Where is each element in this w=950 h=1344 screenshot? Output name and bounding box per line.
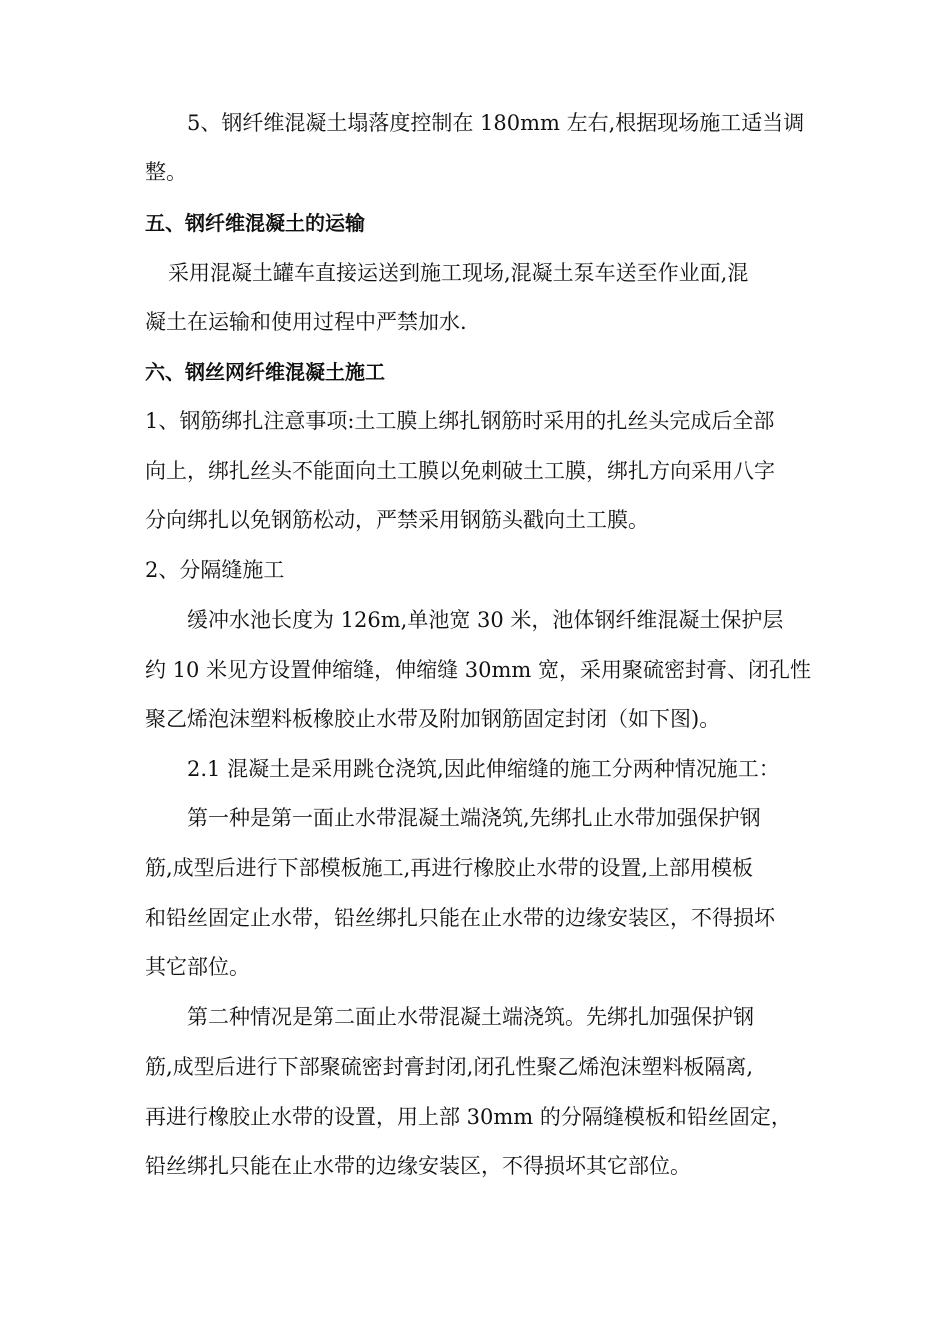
case2-line1: 第二种情况是第二面止水带混凝土端浇筑。先绑扎加强保护钢 bbox=[187, 1005, 754, 1029]
case1-line2: 筋,成型后进行下部模板施工,再进行橡胶止水带的设置,上部用模板 bbox=[145, 856, 754, 880]
case2-line3: 再进行橡胶止水带的设置，用上部 30mm 的分隔缝模板和铅丝固定， bbox=[145, 1105, 792, 1129]
subsection-2-1: 2.1 混凝土是采用跳仓浇筑,因此伸缩缝的施工分两种情况施工： bbox=[187, 757, 780, 781]
point1-line2: 向上，绑扎丝头不能面向土工膜以免刺破土工膜，绑扎方向采用八字 bbox=[145, 459, 775, 483]
point1-line3: 分向绑扎以免钢筋松动，严禁采用钢筋头戳向土工膜。 bbox=[145, 508, 649, 532]
case1-line4: 其它部位。 bbox=[145, 955, 250, 979]
section6-heading: 六、钢丝网纤维混凝土施工 bbox=[145, 360, 385, 384]
item5-line2: 整。 bbox=[145, 160, 187, 184]
section5-line1: 采用混凝土罐车直接运送到施工现场,混凝土泵车送至作业面,混 bbox=[168, 261, 749, 285]
point1-line1: 1、钢筋绑扎注意事项:土工膜上绑扎钢筋时采用的扎丝头完成后全部 bbox=[145, 409, 775, 433]
case1-line3: 和铅丝固定止水带，铅丝绑扎只能在止水带的边缘安装区，不得损坏 bbox=[145, 906, 775, 930]
point2-para1-line3: 聚乙烯泡沫塑料板橡胶止水带及附加钢筋固定封闭（如下图)。 bbox=[145, 707, 721, 731]
case2-line4: 铅丝绑扎只能在止水带的边缘安装区，不得损坏其它部位。 bbox=[145, 1154, 691, 1178]
point2-title: 2、分隔缝施工 bbox=[145, 558, 285, 582]
point2-para1-line2: 约 10 米见方设置伸缩缝，伸缩缝 30mm 宽，采用聚硫密封膏、闭孔性 bbox=[145, 658, 811, 682]
case1-line1: 第一种是第一面止水带混凝土端浇筑,先绑扎止水带加强保护钢 bbox=[187, 806, 761, 830]
section5-heading: 五、钢纤维混凝土的运输 bbox=[145, 211, 365, 235]
section5-line2: 凝土在运输和使用过程中严禁加水. bbox=[145, 310, 467, 334]
item5-line1: 5、钢纤维混凝土塌落度控制在 180mm 左右,根据现场施工适当调 bbox=[187, 111, 805, 135]
point2-para1-line1: 缓冲水池长度为 126m,单池宽 30 米，池体钢纤维混凝土保护层 bbox=[187, 608, 784, 632]
case2-line2: 筋,成型后进行下部聚硫密封膏封闭,闭孔性聚乙烯泡沫塑料板隔离, bbox=[145, 1055, 754, 1079]
